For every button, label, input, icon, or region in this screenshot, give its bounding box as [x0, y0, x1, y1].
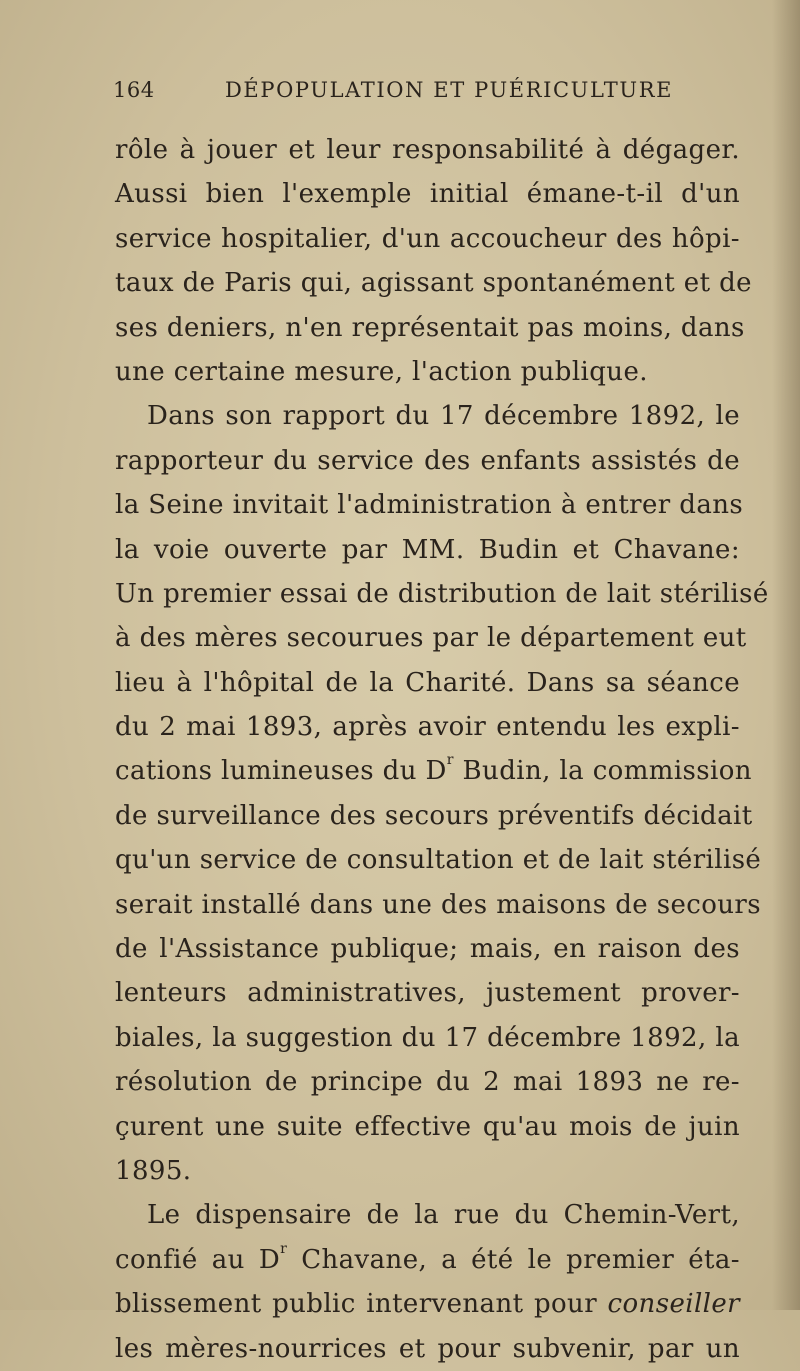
text-line: biales, la suggestion du 17 décembre 1892, la: [115, 1022, 740, 1053]
text-line: à des mères secourues par le département eut: [115, 623, 747, 654]
text-line: rôle à jouer et leur responsabilité à dégager.: [115, 135, 740, 165]
superscript: r: [446, 752, 454, 769]
text-fragment: cations lumineuses du D: [115, 756, 447, 787]
text-line: rapporteur du service des enfants assistés de: [115, 445, 740, 476]
text-line: çurent une suite effective qu'au mois de juin: [115, 1111, 740, 1142]
text-line: du 2 mai 1893, après avoir entendu les expli-: [115, 712, 740, 743]
running-title: DÉPOPULATION ET PUÉRICULTURE: [225, 78, 674, 102]
text-fragment: Budin, la commission: [453, 756, 752, 787]
text-line: la voie ouverte par MM. Budin et Chavane:: [115, 534, 740, 565]
text-line: la Seine invitait l'administration à entrer dans: [115, 490, 744, 521]
text-line: taux de Paris qui, agissant spontanément et de: [115, 268, 752, 299]
text-line: [115, 749, 752, 793]
text-line: de l'Assistance publique; mais, en raison des: [115, 934, 740, 965]
superscript: r: [280, 1240, 288, 1257]
text-line: [115, 1238, 740, 1282]
text-line: résolution de principe du 2 mai 1893 ne re-: [115, 1067, 740, 1098]
text-line: service hospitalier, d'un accoucheur des hôpi-: [115, 223, 740, 254]
text-line: de surveillance des secours préventifs décidait: [115, 800, 753, 831]
text-fragment: Chavane, a été le premier éta-: [287, 1244, 740, 1275]
text-line: lieu à l'hôpital de la Charité. Dans sa séance: [115, 667, 740, 698]
text-line: une certaine mesure, l'action publique.: [115, 356, 648, 387]
text-line: ses deniers, n'en représentait pas moins, dans: [115, 312, 745, 343]
text-line: Dans son rapport du 17 décembre 1892, le: [147, 401, 740, 432]
text-line: lenteurs administratives, justement prover-: [115, 978, 740, 1009]
italic-word: conseiller: [607, 1289, 740, 1320]
page-number: 164: [113, 78, 155, 102]
page-edge-shadow: [772, 0, 800, 1310]
text-line: serait installé dans une des maisons de secours: [115, 889, 761, 920]
text-fragment: confié au D: [115, 1244, 281, 1275]
body-text: [115, 128, 769, 1371]
text-line: qu'un service de consultation et de lait stérilisé: [115, 845, 762, 876]
text-fragment: blissement public intervenant pour: [115, 1289, 608, 1320]
text-line: 1895.: [115, 1155, 192, 1186]
text-line: les mères-nourrices et pour subvenir, par un: [115, 1333, 740, 1364]
text-line: Aussi bien l'exemple initial émane-t-il d'un: [115, 179, 740, 210]
text-line: Un premier essai de distribution de lait stérilisé: [115, 578, 769, 609]
text-line: [115, 1282, 740, 1326]
page-header: [113, 78, 733, 110]
text-line: Le dispensaire de la rue du Chemin-Vert,: [147, 1200, 740, 1231]
